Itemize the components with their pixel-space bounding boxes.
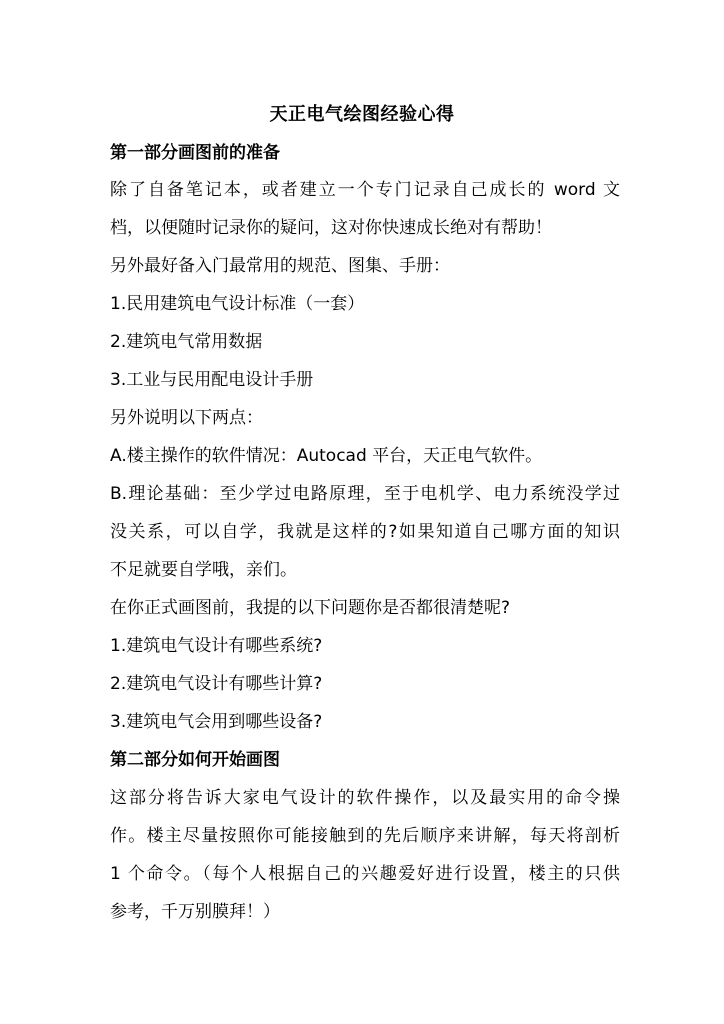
paragraph-line: 没关系，可以自学，我就是这样的?如果知道自己哪方面的知识 [110, 522, 620, 542]
list-item: B.理论基础：至少学过电路原理，至于电机学、电力系统没学过 [110, 484, 620, 504]
paragraph-line: 这部分将告诉大家电气设计的软件操作，以及最实用的命令操 [110, 788, 620, 808]
paragraph-line: 档，以便随时记录你的疑问，这对你快速成长绝对有帮助！ [110, 218, 552, 238]
paragraph-line: 在你正式画图前，我提的以下问题你是否都很清楚呢? [110, 598, 511, 618]
paragraph-line: 另外说明以下两点： [110, 408, 263, 428]
list-item: 3.工业与民用配电设计手册 [110, 370, 314, 390]
section-heading-2: 第二部分如何开始画图 [110, 750, 280, 770]
paragraph-line: 1 个命令。（每个人根据自己的兴趣爱好进行设置，楼主的只供 [110, 864, 620, 884]
list-item: 2.建筑电气设计有哪些计算? [110, 674, 323, 694]
paragraph-line: 另外最好备入门最常用的规范、图集、手册： [110, 256, 450, 276]
list-item: A.楼主操作的软件情况：Autocad 平台，天正电气软件。 [110, 446, 543, 466]
list-item: 1.建筑电气设计有哪些系统? [110, 636, 323, 656]
list-item: 2.建筑电气常用数据 [110, 332, 263, 352]
paragraph-line: 作。楼主尽量按照你可能接触到的先后顺序来讲解，每天将剖析 [110, 826, 620, 846]
paragraph-line: 除了自备笔记本，或者建立一个专门记录自己成长的 word 文 [110, 180, 620, 200]
list-item: 3.建筑电气会用到哪些设备? [110, 712, 323, 732]
list-item: 1.民用建筑电气设计标准（一套） [110, 294, 365, 314]
section-heading-1: 第一部分画图前的准备 [110, 143, 280, 163]
paragraph-line: 不足就要自学哦，亲们。 [110, 560, 297, 580]
paragraph-line: 参考，千万别膜拜！） [110, 902, 280, 922]
document-title: 天正电气绘图经验心得 [269, 104, 455, 125]
